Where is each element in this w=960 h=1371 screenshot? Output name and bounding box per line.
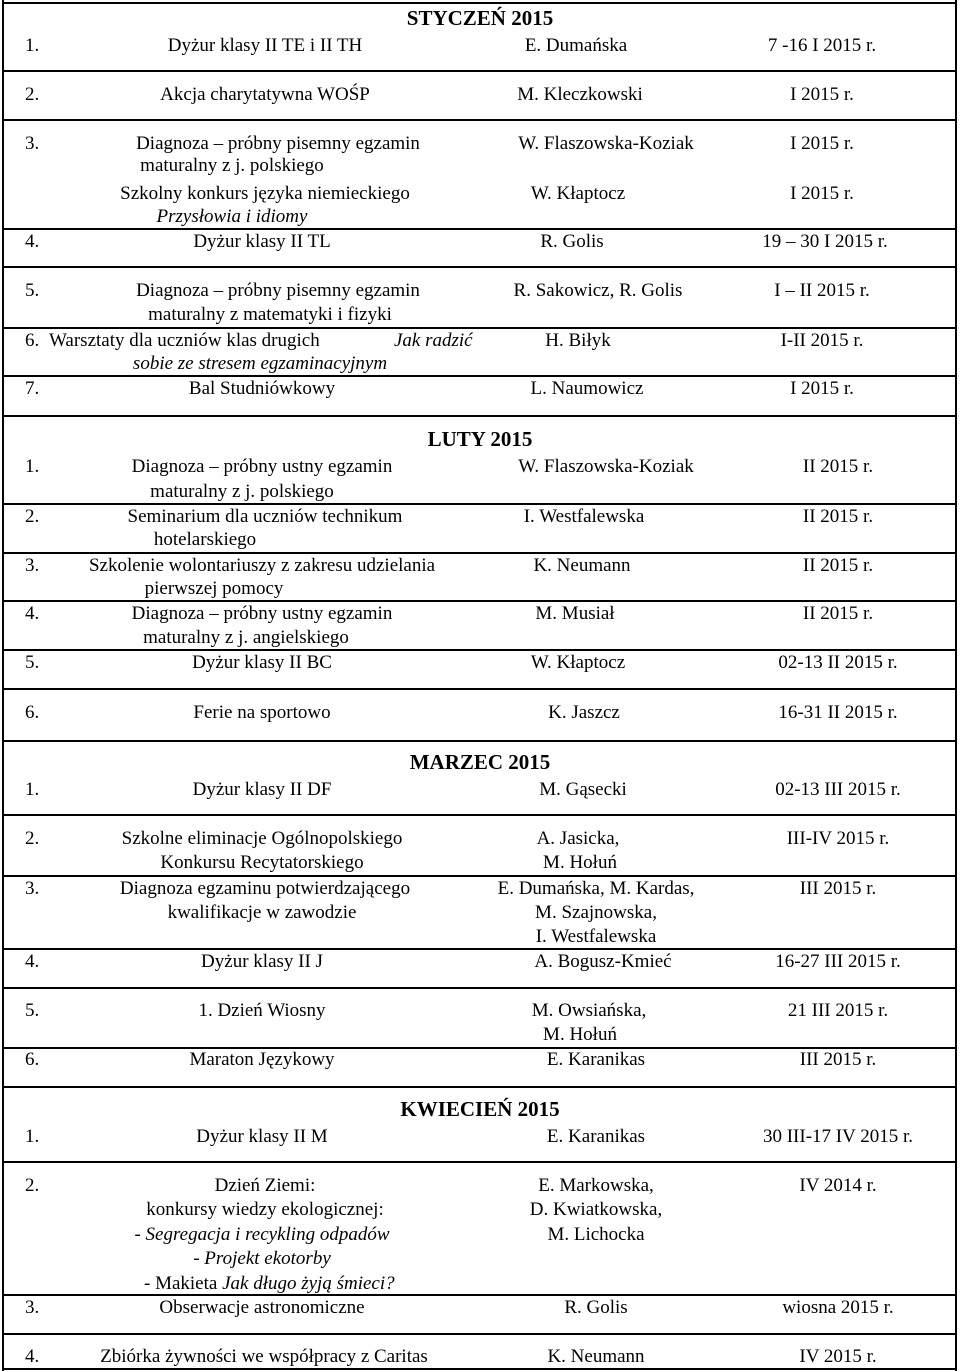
row-date: IV 2015 r. [799, 1346, 877, 1367]
section-divider [3, 740, 957, 742]
row-date: wiosna 2015 r. [782, 1297, 894, 1318]
row-person: R. Golis [540, 231, 604, 252]
row-date: II 2015 r. [802, 555, 874, 576]
row-description: - Makieta Jak długo żyją śmieci? [144, 1273, 395, 1294]
row-divider [3, 552, 957, 554]
row-description: Konkursu Recytatorskiego [160, 852, 364, 873]
row-divider [3, 503, 957, 505]
row-person: M. Lichocka [547, 1224, 645, 1245]
row-person: M. Szajnowska, [535, 902, 657, 923]
row-date: 30 III-17 IV 2015 r. [762, 1126, 914, 1147]
row-person: L. Naumowicz [530, 378, 644, 399]
row-person: E. Karanikas [546, 1049, 646, 1070]
row-person: I. Westfalewska [535, 926, 657, 947]
row-description: Seminarium dla uczniów technikum [127, 506, 403, 527]
row-date: III 2015 r. [799, 1049, 877, 1070]
row-divider [3, 1294, 957, 1296]
row-person: W. Kłaptocz [530, 652, 626, 673]
row-divider [3, 875, 957, 877]
section-title-april: KWIECIEŃ 2015 [400, 1097, 560, 1121]
row-number: 6. [25, 1049, 40, 1070]
row-person: E. Karanikas [546, 1126, 646, 1147]
row-date: II 2015 r. [802, 603, 874, 624]
row-person: D. Kwiatkowska, [529, 1199, 663, 1220]
row-divider [3, 375, 957, 377]
row-description: Warsztaty dla uczniów klas drugich [49, 330, 320, 351]
row-person: M. Musiał [535, 603, 615, 624]
row-person: R. Golis [564, 1297, 628, 1318]
row-person: M. Hołuń [543, 852, 617, 873]
row-person: K. Jaszcz [548, 702, 620, 723]
row-date: I 2015 r. [790, 183, 854, 204]
row-description: Obserwacje astronomiczne [159, 1297, 365, 1318]
row-person: R. Sakowicz, R. Golis [513, 280, 683, 301]
row-description: Dyżur klasy II M [196, 1126, 328, 1147]
row-person: M. Owsiańska, [531, 1000, 647, 1021]
row-description: konkursy wiedzy ekologicznej: [146, 1199, 384, 1220]
row-description: maturalny z matematyki i fizyki [148, 304, 392, 325]
row-number: 2. [25, 84, 40, 105]
row-divider [3, 948, 957, 950]
row-date: III 2015 r. [799, 878, 877, 899]
table-border-left [2, 0, 4, 1371]
row-date: 16-31 II 2015 r. [778, 702, 898, 723]
table-border-top [3, 2, 957, 4]
row-description-italic: sobie ze stresem egzaminacyjnym [132, 353, 388, 374]
row-number: 3. [25, 1297, 40, 1318]
row-description: Szkolenie wolontariuszy z zakresu udzielania [88, 555, 436, 576]
row-date: II 2015 r. [802, 506, 874, 527]
row-description: kwalifikacje w zawodzie [167, 902, 357, 923]
row-person: M. Kleczkowski [517, 84, 643, 105]
row-person: I. Westfalewska [523, 506, 645, 527]
row-divider [3, 228, 957, 230]
row-person: H. Biłyk [545, 330, 611, 351]
row-description: Diagnoza – próbny ustny egzamin [131, 603, 393, 624]
row-description: Diagnoza egzaminu potwierdzającego [119, 878, 411, 899]
row-description: Bal Studniówkowy [188, 378, 336, 399]
row-description: Dyżur klasy II TL [193, 231, 331, 252]
row-number: 3. [25, 555, 40, 576]
row-description: maturalny z j. angielskiego [143, 627, 349, 648]
row-date: I – II 2015 r. [774, 280, 870, 301]
row-divider [3, 600, 957, 602]
row-divider [3, 327, 957, 329]
row-date: 02-13 III 2015 r. [775, 779, 901, 800]
row-number: 4. [25, 231, 40, 252]
row-date: I 2015 r. [790, 378, 854, 399]
row-person: M. Gąsecki [539, 779, 627, 800]
row-divider [3, 649, 957, 651]
row-divider [3, 119, 957, 121]
row-description: Zbiórka żywności we współpracy z Caritas [100, 1346, 428, 1367]
row-date: II 2015 r. [802, 456, 874, 477]
row-description: Dyżur klasy II DF [192, 779, 332, 800]
section-title-january: STYCZEŃ 2015 [406, 6, 554, 30]
row-number: 4. [25, 603, 40, 624]
row-description: Akcja charytatywna WOŚP [160, 84, 370, 105]
row-description: Dyżur klasy II BC [192, 652, 332, 673]
row-person: E. Dumańska, M. Kardas, [497, 878, 695, 899]
row-person: K. Neumann [547, 1346, 645, 1367]
row-number: 4. [25, 1346, 40, 1367]
row-description: Dyżur klasy II J [201, 951, 323, 972]
row-divider [3, 266, 957, 268]
row-description: maturalny z j. polskiego [140, 155, 324, 176]
row-number: 1. [25, 35, 40, 56]
row-number: 1. [25, 456, 40, 477]
row-number: 6. [25, 702, 40, 723]
row-divider [3, 688, 957, 690]
row-number: 6. [25, 330, 40, 351]
row-divider [3, 814, 957, 816]
row-number: 1. [25, 779, 40, 800]
row-date: III-IV 2015 r. [786, 828, 890, 849]
row-description-italic: Jak radzić [394, 330, 473, 351]
row-description: maturalny z j. polskiego [150, 481, 334, 502]
row-number: 3. [25, 133, 40, 154]
section-divider [3, 1086, 957, 1088]
row-person: A. Bogusz-Kmieć [534, 951, 672, 972]
row-date: I 2015 r. [790, 84, 854, 105]
row-date: 02-13 II 2015 r. [778, 652, 898, 673]
row-number: 5. [25, 280, 40, 301]
row-description: hotelarskiego [153, 529, 257, 550]
row-description: Ferie na sportowo [193, 702, 331, 723]
row-date: 21 III 2015 r. [787, 1000, 889, 1021]
row-date: I-II 2015 r. [780, 330, 864, 351]
section-title-march: MARZEC 2015 [409, 750, 551, 774]
row-description: Diagnoza – próbny pisemny egzamin [136, 133, 420, 154]
row-number: 2. [25, 506, 40, 527]
row-date: 19 – 30 I 2015 r. [762, 231, 888, 252]
row-person: W. Flaszowska-Koziak [518, 456, 694, 477]
row-number: 4. [25, 951, 40, 972]
row-description-italic: - Projekt ekotorby [193, 1248, 331, 1269]
row-description: Dyżur klasy II TE i II TH [167, 35, 363, 56]
row-description: pierwszej pomocy [144, 578, 284, 599]
row-date: I 2015 r. [790, 133, 854, 154]
row-description: Szkolny konkurs języka niemieckiego [120, 183, 410, 204]
row-divider [3, 1333, 957, 1335]
row-divider [3, 1161, 957, 1163]
row-number: 1. [25, 1126, 40, 1147]
row-person: E. Dumańska [524, 35, 628, 56]
row-person: W. Flaszowska-Koziak [518, 133, 694, 154]
row-number: 3. [25, 878, 40, 899]
row-description: Maraton Językowy [189, 1049, 335, 1070]
row-person: W. Kłaptocz [530, 183, 626, 204]
row-description-italic: - Segregacja i recykling odpadów [134, 1224, 390, 1245]
row-person: K. Neumann [533, 555, 631, 576]
row-date: 7 -16 I 2015 r. [767, 35, 877, 56]
table-border-right [955, 0, 957, 1371]
section-divider [3, 415, 957, 417]
row-person: M. Hołuń [543, 1024, 617, 1045]
row-description: Diagnoza – próbny ustny egzamin [131, 456, 393, 477]
row-divider [3, 70, 957, 72]
row-number: 2. [25, 828, 40, 849]
row-description: 1. Dzień Wiosny [198, 1000, 326, 1021]
row-number: 5. [25, 652, 40, 673]
row-number: 7. [25, 378, 40, 399]
row-date: IV 2014 r. [799, 1175, 877, 1196]
table-border-bottom [3, 1368, 957, 1370]
section-title-february: LUTY 2015 [427, 427, 533, 451]
row-divider [3, 987, 957, 989]
row-person: E. Markowska, [538, 1175, 654, 1196]
row-description: Szkolne eliminacje Ogólnopolskiego [121, 828, 403, 849]
row-number: 5. [25, 1000, 40, 1021]
row-date: 16-27 III 2015 r. [775, 951, 901, 972]
row-description: Diagnoza – próbny pisemny egzamin [136, 280, 420, 301]
row-description: Dzień Ziemi: [214, 1175, 316, 1196]
row-number: 2. [25, 1175, 40, 1196]
row-description-italic: Przysłowia i idiomy [156, 206, 308, 227]
row-person: A. Jasicka, [536, 828, 620, 849]
